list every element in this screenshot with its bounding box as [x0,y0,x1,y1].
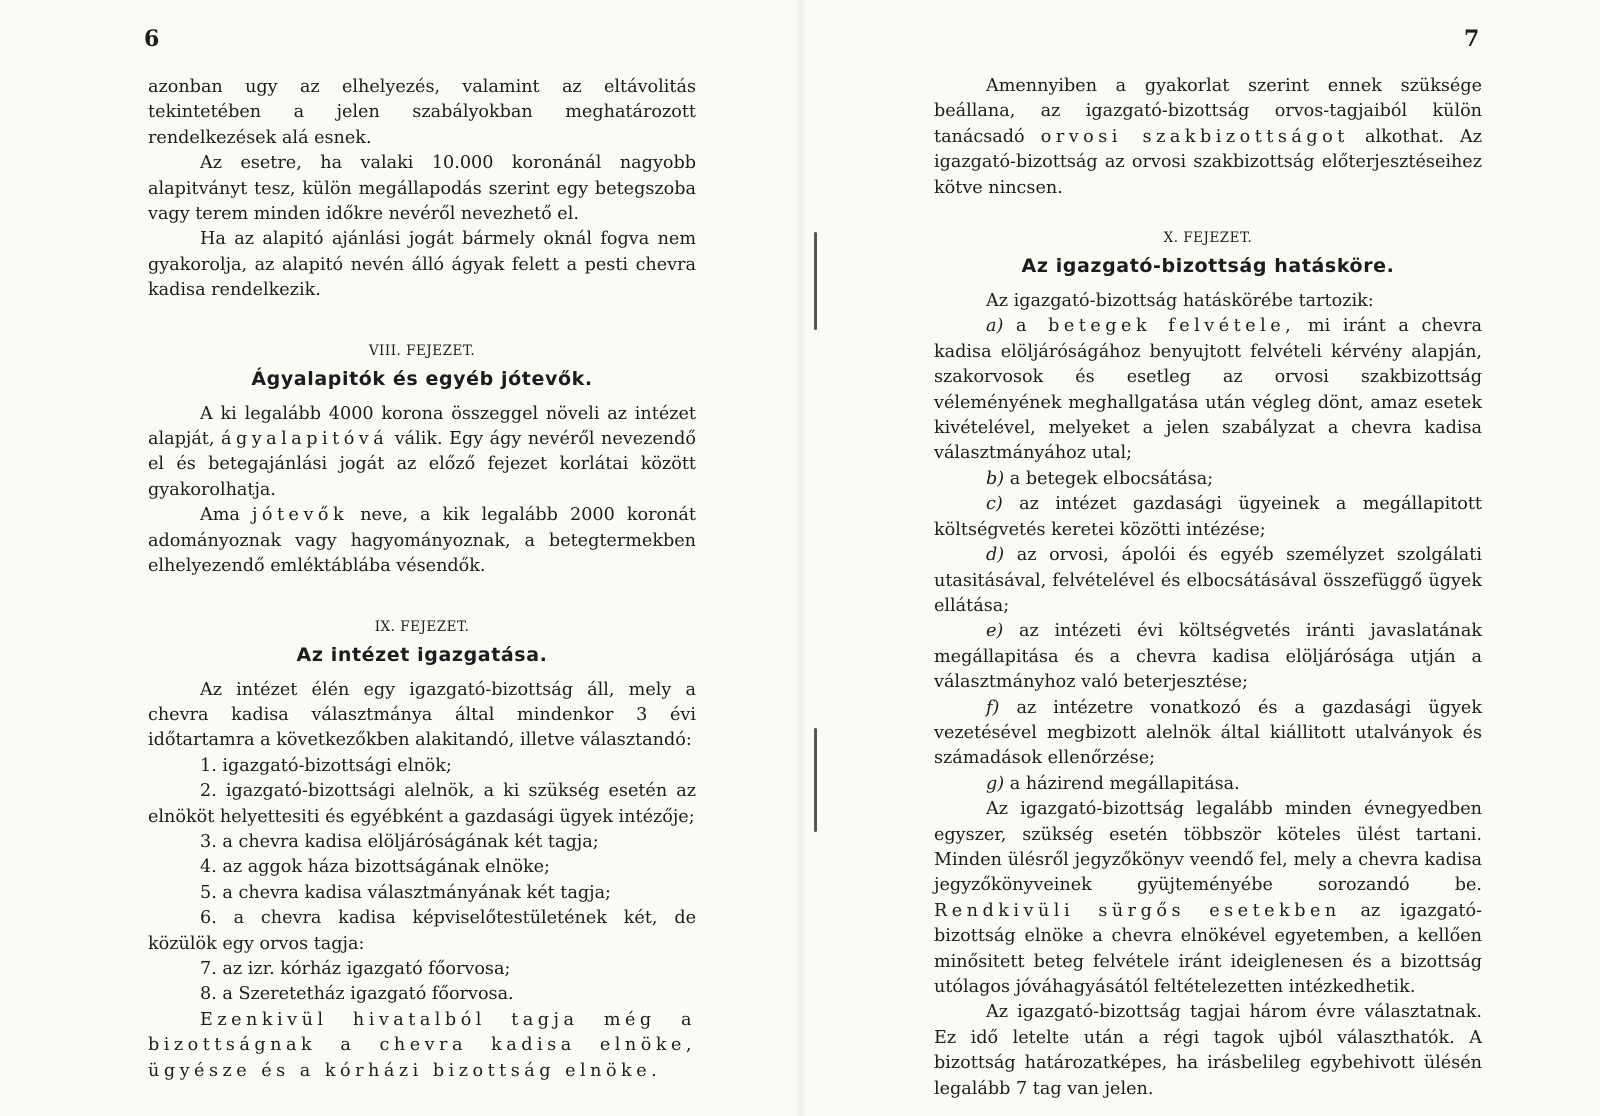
list-item: 1. igazgató-bizottsági elnök; [200,755,452,776]
paragraph: Ezenkivül hivatalból tagja még a bizottságnak a chevra kadisa elnöke, ügyésze és a kórházi bizottság elnöke. [148,1009,696,1081]
page-number: 6 [144,26,160,52]
list-item: 6. a chevra kadisa képviselőtestületének két, de közülök egy orvos tagja: [148,908,696,954]
chapter-label: X. FEJEZET. [1163,230,1253,247]
list-item: 5. a chevra kadisa választmányának két tagja; [200,882,611,903]
list-item: d) az orvosi, ápolói és egyéb személyzet szolgálati utasitásával, felvételével és elbocsátásával összefüggő ügyek ellátása; [934,545,1482,616]
chapter-title: Ágyalapitók és egyéb jótevők. [251,367,593,390]
list-item: 7. az izr. kórház igazgató főorvosa; [200,958,511,979]
paragraph: Az esetre, ha valaki 10.000 koronánál nagyobb alapitványt tesz, külön megállapodás szerint egy betegszoba vagy terem minden időkre nevéről nevezhető el. [148,153,696,225]
list-item: g) a házirend megállapitása. [986,773,1240,794]
left-text-column [148,75,696,1084]
paragraph: Amennyiben a gyakorlat szerint ennek szüksége beállana, az igazgató-bizottság orvos-tagjaiból külön tanácsadó orvosi szakbizottságot alkothat. Az igazgató-bizottság az orvosi szakbizottság előterjesztéseihez kötve nincsen. [934,76,1482,198]
right-page [800,0,1600,1116]
right-text-column [934,74,1482,1102]
chapter-label: IX. FEJEZET. [374,618,470,635]
list-item: 4. az aggok háza bizottságának elnöke; [200,857,550,878]
list-item: 3. a chevra kadisa elöljáróságának két tagja; [200,831,599,852]
paragraph: Ha az alapitó ajánlási jogát bármely oknál fogva nem gyakorolja, az alapitó nevén álló ágyak felett a pesti chevra kadisa rendelkezik. [148,229,696,301]
chapter-label: VIII. FEJEZET. [368,342,476,359]
list-item: b) a betegek elbocsátása; [986,468,1214,489]
paragraph: Az igazgató-bizottság legalább minden évnegyedben egyszer, szükség esetén többször köteles ülést tartani. Minden ülésről jegyzőkönyv veendő fel, mely a chevra kadisa jegyzőkönyveinek gyüjteményébe sorozandó be. Rendkivüli sürgős esetekben az igazgató-bizottság elnöke a chevra elnökével egyetemben, a kellően minősitett beteg felvétele iránt ideiglenesen és a bizottság utólagos jóváhagyásától feltételezetten intézkedhetik. [934,799,1483,997]
list-item: c) az intézet gazdasági ügyeinek a megállapitott költségvetés keretei közötti intézése; [934,494,1482,540]
page-number: 7 [1464,26,1480,52]
paragraph: A ki legalább 4000 korona összeggel növeli az intézet alapját, ágyalapitóvá válik. Egy ágy nevéről nevezendő el és betegajánlási jogát az előző fejezet korlátai között gyakorolhatja. [148,403,696,500]
paragraph: Az igazgató-bizottság tagjai három évre választatnak. Ez idő letelte után a régi tagok ujból választhatók. A bizottság határozatképes, ha irásbelileg egybehivott ülésén legalább 7 tag van jelen. [934,1002,1482,1099]
paragraph: Az igazgató-bizottság hatáskörébe tartozik: [986,291,1374,312]
list-item: e) az intézeti évi költségvetés iránti javaslatának megállapitása és a chevra kadisa elöljárósága utján a választmányhoz való beterjesztése; [934,621,1482,693]
chapter-title: Az igazgató-bizottság hatásköre. [1021,255,1395,278]
paragraph: azonban ugy az elhelyezés, valamint az eltávolitás tekintetében a jelen szabályokban meghatározott rendelkezések alá esnek. [148,77,696,148]
list-item: 8. a Szeretetház igazgató főorvosa. [200,984,514,1005]
list-item: f) az intézetre vonatkozó és a gazdasági ügyek vezetésével megbizott alelnök által kiállitott utalványok és számadások ellenőrzése; [934,697,1482,769]
paragraph: Az intézet élén egy igazgató-bizottság áll, mely a chevra kadisa választmánya által mindenkor 3 évi időtartamra a következőkben alakitandó, illetve választandó: [148,679,696,751]
chapter-title: Az intézet igazgatása. [296,643,548,666]
list-item: a) a betegek felvétele, mi iránt a chevra kadisa elöljáróságához benyujtott felvételi kérvény alapján, szakorvosok és esetleg az orvosi szakbizottság véleményének meghallgatása után végleg dönt, amaz esetek kivételével, melyeket a jelen szabályzat a chevra kadisa választmányához utal; [934,316,1482,464]
list-item: 2. igazgató-bizottsági alelnök, a ki szükség esetén az elnököt helyettesiti és egyébként a gazdasági ügyek intézője; [148,781,696,827]
paragraph: Ama jótevők neve, a kik legalább 2000 koronát adományoznak vagy hagyományoznak, a betegtermekben elhelyezendő emléktáblába vésendők. [148,505,696,577]
